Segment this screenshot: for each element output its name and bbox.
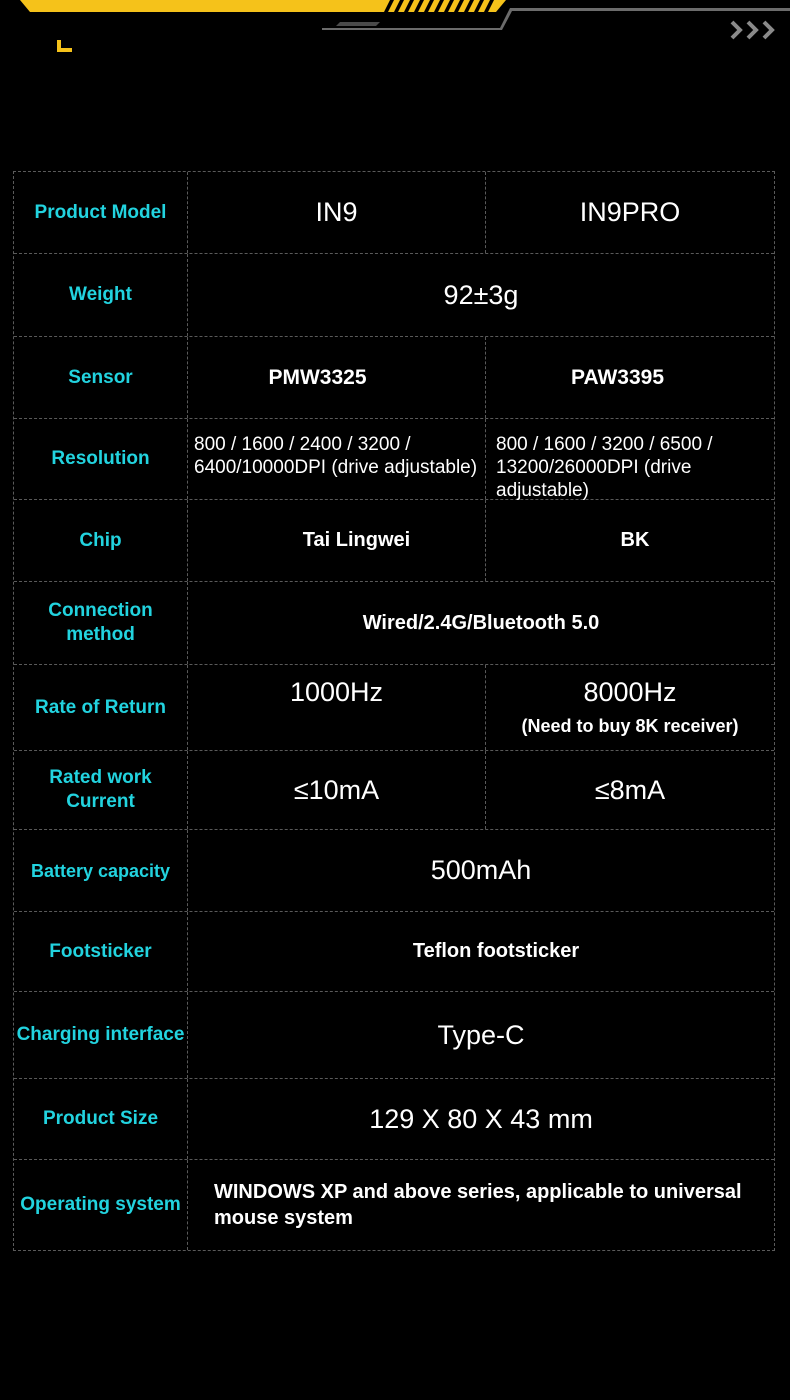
in9-value: ≤10mA bbox=[293, 774, 380, 805]
row-label: Product Model bbox=[14, 172, 188, 253]
table-row-operating-system bbox=[14, 1160, 774, 1250]
table-row-product-model bbox=[14, 172, 774, 254]
in9pro-value: 8000Hz bbox=[583, 677, 677, 707]
table-row-rated-work-current bbox=[14, 751, 774, 830]
row-label: Footsticker bbox=[14, 912, 188, 991]
table-row-battery-capacity bbox=[14, 830, 774, 912]
in9-value: 800 / 1600 / 2400 / 3200 / 6400/10000DPI (drive adjustable) bbox=[194, 434, 478, 478]
in9pro-value: ≤8mA bbox=[594, 774, 666, 805]
table-row-rate-of-return bbox=[14, 665, 774, 751]
triple-chevron-right-icon bbox=[728, 18, 780, 42]
row-label: Sensor bbox=[14, 337, 188, 418]
table-row-connection-method bbox=[14, 582, 774, 665]
header-decoration bbox=[0, 0, 790, 40]
table-row-charging-interface bbox=[14, 992, 774, 1079]
row-label: Battery capacity bbox=[14, 830, 188, 911]
shared-value: WINDOWS XP and above series, applicable to universal mouse system bbox=[214, 1181, 742, 1229]
table-row-resolution bbox=[14, 419, 774, 500]
row-label: Weight bbox=[14, 254, 188, 336]
row-label: Connection method bbox=[14, 582, 188, 664]
in9pro-value: PAW3395 bbox=[571, 365, 664, 389]
in9-value: Tai Lingwei bbox=[302, 529, 411, 551]
row-label: Rate of Return bbox=[14, 665, 188, 750]
in9-value: IN9 bbox=[315, 197, 358, 227]
shared-value: 129 X 80 X 43 mm bbox=[369, 1103, 593, 1134]
row-label: Charging interface bbox=[14, 992, 188, 1078]
shared-value: 92±3g bbox=[443, 279, 519, 310]
shared-value: Type-C bbox=[437, 1019, 525, 1050]
row-label: Chip bbox=[14, 500, 188, 581]
table-row-chip bbox=[14, 500, 774, 582]
in9-value: 1000Hz bbox=[289, 677, 384, 707]
spec-table bbox=[13, 171, 775, 1251]
in9-value: PMW3325 bbox=[268, 365, 367, 389]
in9pro-value: BK bbox=[620, 529, 650, 551]
table-row-sensor bbox=[14, 337, 774, 419]
shared-value: Teflon footsticker bbox=[412, 940, 580, 962]
table-row-weight bbox=[14, 254, 774, 337]
receiver-note: (Need to buy 8K receiver) bbox=[521, 716, 739, 736]
shared-value: Wired/2.4G/Bluetooth 5.0 bbox=[362, 611, 600, 634]
row-label: Operating system bbox=[14, 1160, 188, 1250]
in9pro-value: IN9PRO bbox=[579, 197, 681, 227]
corner-bracket-icon bbox=[57, 40, 72, 52]
in9pro-value: 800 / 1600 / 3200 / 6500 / 13200/26000DPI (drive adjustable) bbox=[496, 434, 713, 501]
row-label: Resolution bbox=[14, 419, 188, 499]
shared-value: 500mAh bbox=[430, 855, 532, 885]
row-label: Rated work Current bbox=[14, 751, 188, 829]
table-row-product-size bbox=[14, 1079, 774, 1160]
table-row-footsticker bbox=[14, 912, 774, 992]
row-label: Product Size bbox=[14, 1079, 188, 1159]
